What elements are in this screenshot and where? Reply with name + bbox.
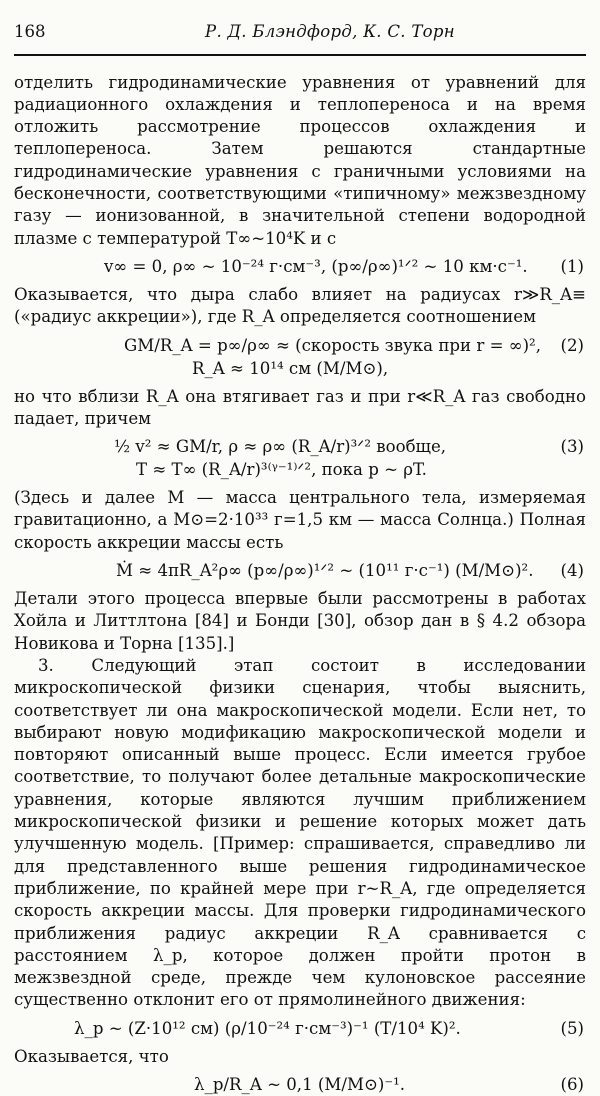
equation-3 — [14, 435, 586, 481]
equation-2-line-2: R_A ≈ 10¹⁴ см (M/M⊙), — [192, 358, 389, 378]
equation-2-number: (2) — [560, 335, 584, 355]
equation-6 — [14, 1073, 586, 1096]
equation-5-body: λ_p ~ (Z·10¹² см) (ρ/10⁻²⁴ г·см⁻³)⁻¹ (T/10⁴ K)². — [74, 1018, 461, 1038]
equation-3-number: (3) — [560, 437, 584, 457]
equation-4 — [14, 559, 586, 582]
equation-4-number: (4) — [560, 561, 584, 581]
equation-1 — [14, 255, 586, 278]
equation-3-line-2: T ≈ T∞ (R_A/r)³⁽ᵞ⁻¹⁾ᐟ², пока p ~ ρT. — [136, 460, 427, 480]
paragraph-2: Оказывается, что дыра слабо влияет на радиусах r≫R_A≡ («радиус аккреции»), где R_A определяется соотношением — [14, 284, 586, 327]
equation-1-number: (1) — [560, 256, 584, 276]
paragraph-3: но что вблизи R_A она втягивает газ и при r≪R_A газ свободно падает, причем — [14, 386, 586, 428]
equation-3-line-1: ½ v² ≈ GM/r, ρ ≈ ρ∞ (R_A/r)³ᐟ² вообще, — [114, 437, 447, 457]
equation-2 — [14, 334, 586, 380]
equation-4-body: Ṁ ≈ 4πR_A²ρ∞ (p∞/ρ∞)¹ᐟ² ~ (10¹¹ г·с⁻¹) (M/M⊙)². — [116, 561, 534, 581]
equation-6-number: (6) — [560, 1074, 584, 1094]
paragraph-6: 3. Следующий этап состоит в исследовании микроскопической физики сценария, чтобы выяснить, соответствует ли она макроскопической модели. Если нет, то выбирают новую модификацию макроскопической модели и повторяют описанный выше процесс. Если имеется грубое соответствие, то получают более детальные макроскопические уравнения, которые являются лучшим приближением микроскопической физики и решение которых может дать улучшенную модель. [Пример: спрашивается, справедливо ли для представленного выше решения гидродинамическое приближение, по крайней мере при r~R_A, где определяется скорость аккреции массы. Для проверки гидродинамического приближения радиус аккреции R_A сравнивается с расстоянием λ_p, которое должен пройти протон в межзвездной среде, прежде чем кулоновское рассеяние существенно отклонит его от прямолинейного движения: — [14, 655, 586, 1010]
paragraph-4: (Здесь и далее M — масса центрального тела, измеряемая гравитационно, а M⊙=2·10³³ г=1,5 км — масса Солнца.) Полная скорость аккреции массы есть — [14, 488, 586, 552]
paragraph-7: Оказывается, что — [14, 1046, 169, 1066]
paragraph-1: отделить гидродинамические уравнения от уравнений для радиационного охлаждения и теплопереноса и на время отложить рассмотрение процессов охлаждения и теплопереноса. Затем решаются стандартные гидродинамические уравнения с граничными условиями на бесконечности, соответствующими «типичному» межзвездному газу — ионизованной, в значительной степени водородной плазме с температурой T∞~10⁴K и с — [14, 72, 586, 248]
equation-5-number: (5) — [560, 1018, 584, 1038]
equation-1-body: v∞ = 0, ρ∞ ~ 10⁻²⁴ г·см⁻³, (p∞/ρ∞)¹ᐟ² ~ 10 км·с⁻¹. — [104, 256, 528, 276]
equation-5 — [14, 1017, 586, 1040]
header-rule — [14, 54, 586, 56]
paragraph-5: Детали этого процесса впервые были рассмотрены в работах Хойла и Литтлтона [84] и Бонди [30], обзор дан в § 4.2 обзора Новикова и Торна [135].] — [14, 589, 586, 653]
equation-6-body: λ_p/R_A ~ 0,1 (M/M⊙)⁻¹. — [194, 1074, 406, 1094]
running-header — [14, 22, 586, 46]
running-title: Р. Д. Блэндфорд, К. С. Торн — [205, 22, 455, 41]
page-number: 168 — [14, 22, 46, 41]
equation-2-line-1: GM/R_A = p∞/ρ∞ ≈ (скорость звука при r = ∞)², — [124, 335, 541, 355]
